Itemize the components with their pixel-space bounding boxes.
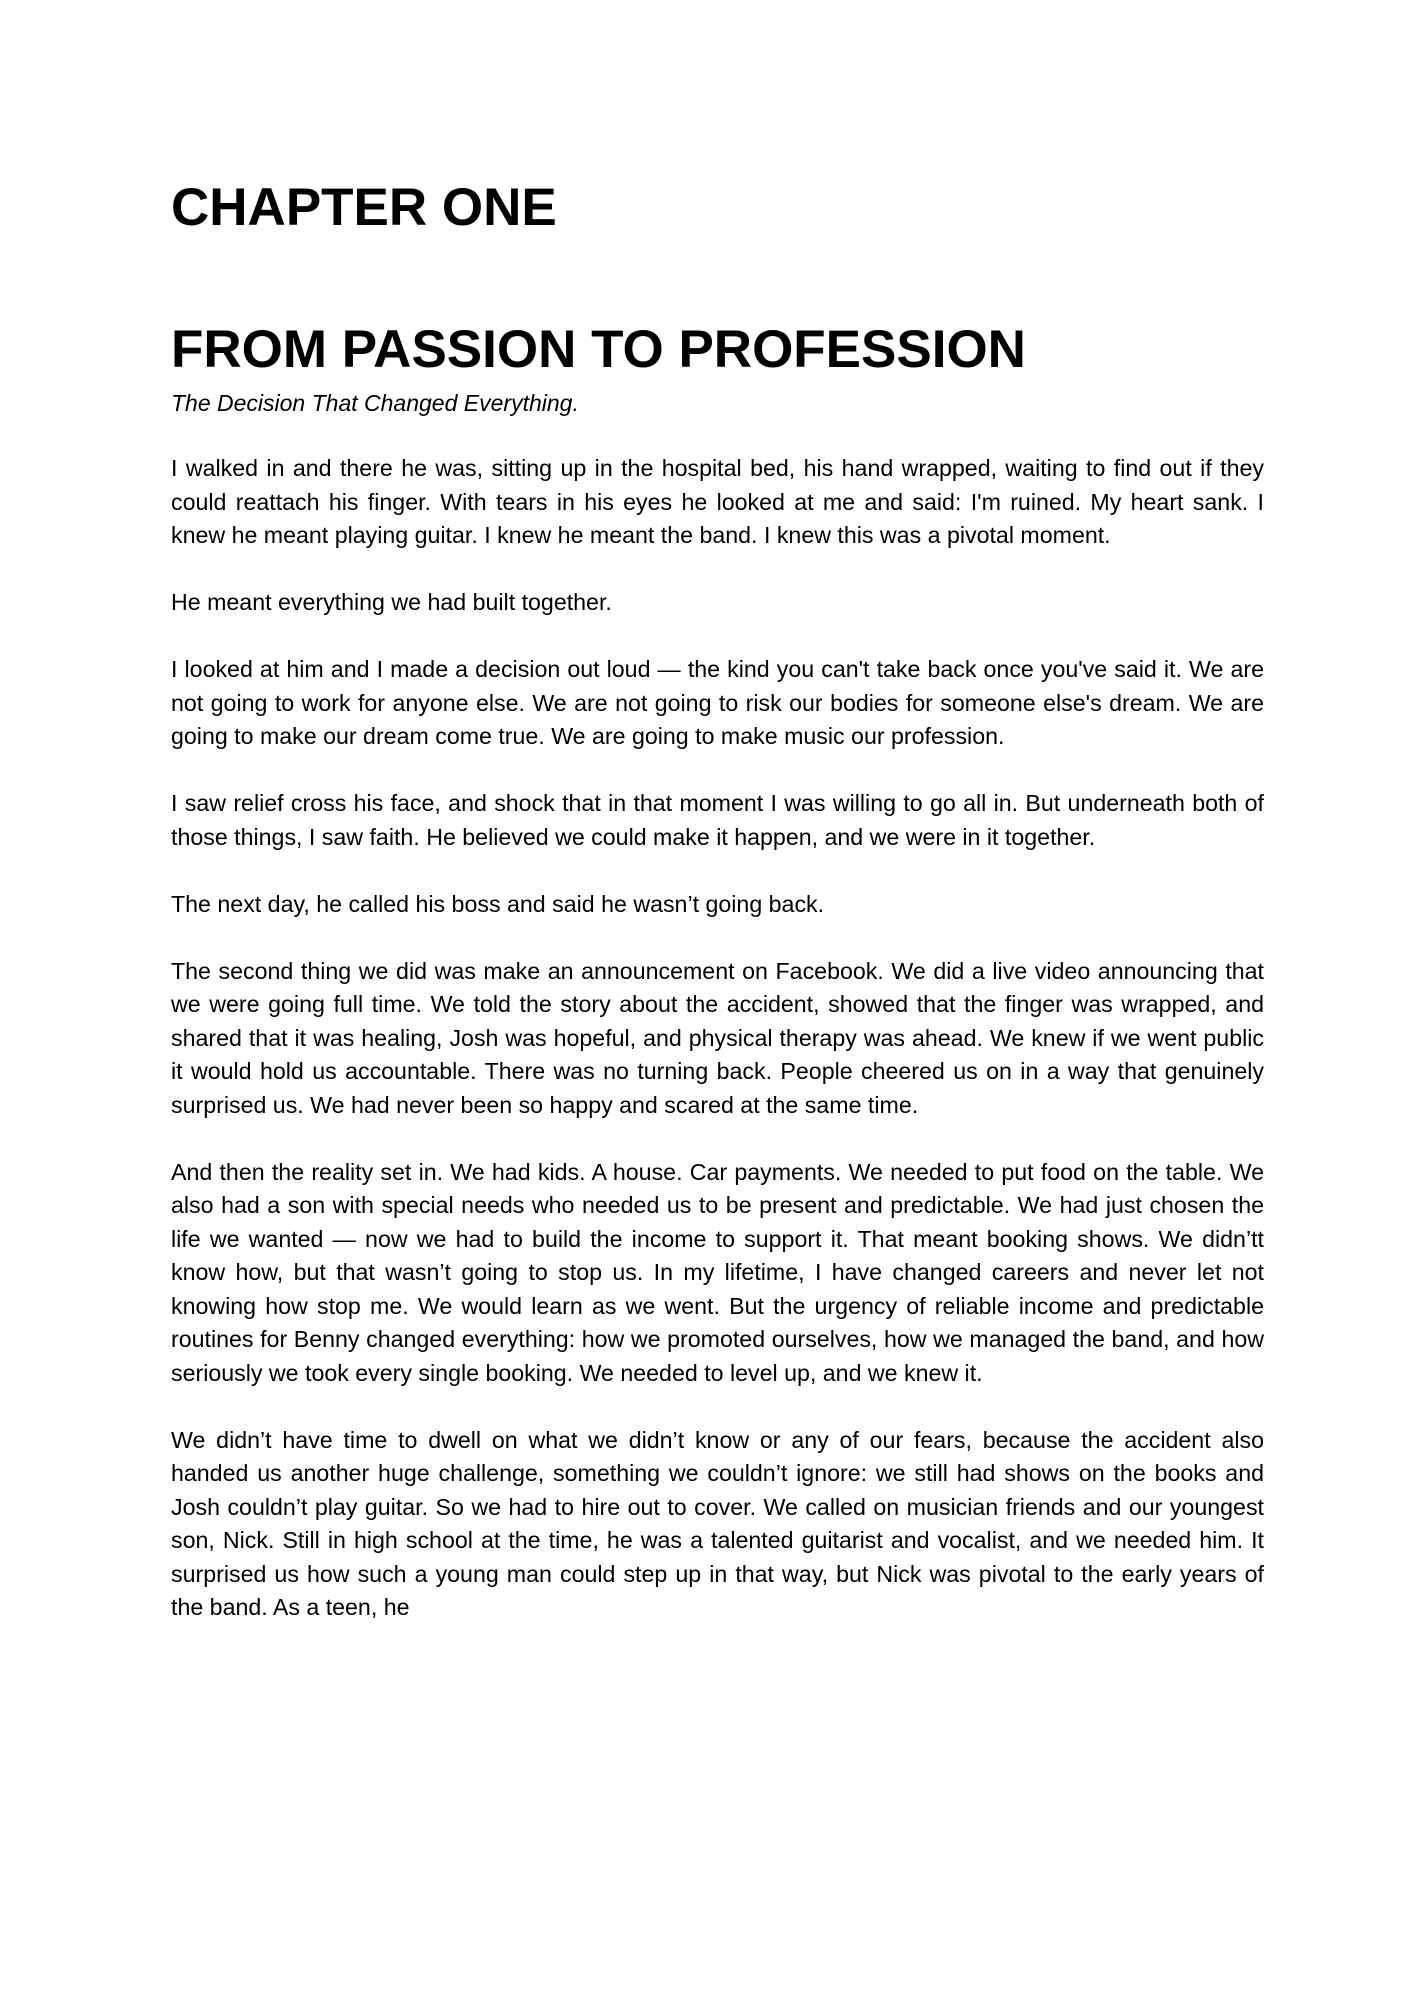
paragraph-challenge: We didn’t have time to dwell on what we didn’t know or any of our fears, because the accident also handed us another huge challenge, something we couldn’t ignore: we still had shows on the books and Josh couldn’t play guitar. So we had to hire out to cover. We called on musician friends and our youngest son, Nick. Still in high school at the time, he was a talented guitarist and vocalist, and we needed him. It surprised us how such a young man could step up in that way, but Nick was pivotal to the early years of the band. As a teen, he	[171, 1426, 1264, 1620]
paragraph-next-day: The next day, he called his boss and said he wasn’t going back.	[171, 890, 825, 917]
chapter-title: FROM PASSION TO PROFESSION	[171, 320, 1026, 379]
paragraph-decision: I looked at him and I made a decision out loud — the kind you can't take back once you've said it. We are not going to work for anyone else. We are not going to risk our bodies for someone else's dream. We are going to make our dream come true. We are going to make music our profession.	[171, 656, 1264, 749]
paragraph-built-together: He meant everything we had built together.	[171, 589, 612, 615]
paragraph-hospital: I walked in and there he was, sitting up in the hospital bed, his hand wrapped, waiting to find out if they could reattach his finger. With tears in his eyes he looked at me and said: I'm ruined. My heart sank. I knew he meant playing guitar. I knew he meant the band. I knew this was a pivotal moment.	[171, 455, 1264, 548]
paragraph-reality: And then the reality set in. We had kids. A house. Car payments. We needed to put food on the table. We also had a son with special needs who needed us to be present and predictable. We had just chosen the life we wanted — now we had to build the income to support it. That meant booking shows. We didn’tt know how, but that wasn’t going to stop us. In my lifetime, I have changed careers and never let not knowing how stop me. We would learn as we went. But the urgency of reliable income and predictable routines for Benny changed everything: how we promoted ourselves, how we managed the band, and how seriously we took every single booking. We needed to level up, and we knew it.	[171, 1158, 1264, 1386]
paragraph-faith: I saw relief cross his face, and shock that in that moment I was willing to go all in. But underneath both of those things, I saw faith. He believed we could make it happen, and we were in it together.	[171, 790, 1264, 850]
chapter-label: CHAPTER ONE	[171, 178, 557, 237]
paragraph-announcement: The second thing we did was make an announcement on Facebook. We did a live video announcing that we were going full time. We told the story about the accident, showed that the finger was wrapped, and shared that it was healing, Josh was hopeful, and physical therapy was ahead. We knew if we went public it would hold us accountable. There was no turning back. People cheered us on in a way that genuinely surprised us. We had never been so happy and scared at the same time.	[171, 957, 1264, 1118]
chapter-subtitle: The Decision That Changed Everything.	[171, 390, 579, 416]
body-text	[171, 452, 1264, 1625]
